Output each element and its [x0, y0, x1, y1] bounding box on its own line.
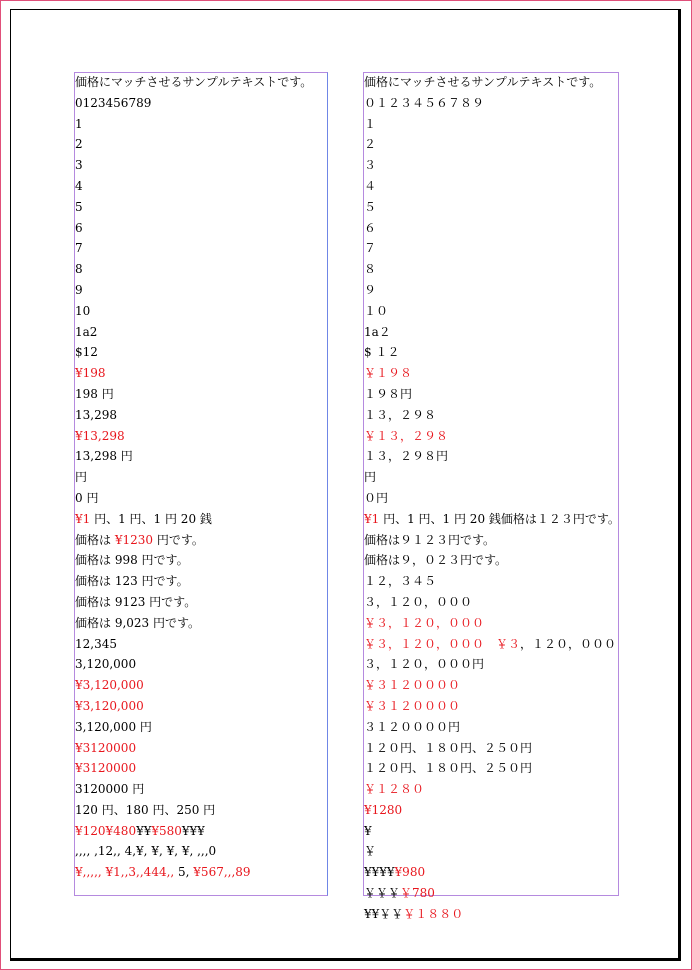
text-run: 価格は９，０２３円です。: [364, 553, 508, 568]
text-line: [364, 675, 620, 696]
text-line: [364, 176, 620, 197]
highlighted-price-text: ¥198: [75, 366, 106, 381]
highlighted-price-text: ￥１２８０: [364, 782, 425, 797]
text-line: [364, 467, 620, 488]
text-run: ￥￥￥: [364, 886, 401, 901]
text-line: [75, 862, 312, 883]
text-run: ６: [364, 220, 377, 235]
text-line: [364, 613, 620, 634]
text-run: ３: [364, 158, 377, 173]
highlighted-price-text: ￥１３，２９８: [364, 428, 449, 443]
text-line: [364, 342, 620, 363]
text-line: [364, 384, 620, 405]
text-line: [364, 571, 620, 592]
text-line: [364, 363, 620, 384]
text-run: 10: [75, 303, 91, 318]
text-run: 12,345: [75, 636, 117, 651]
text-run: １３，２９８: [364, 407, 437, 422]
text-line: [364, 758, 620, 779]
text-line: [364, 426, 620, 447]
text-run: ７: [364, 241, 377, 256]
text-run: ０円: [364, 490, 389, 505]
text-run: 円: [364, 470, 377, 485]
text-line: [364, 322, 620, 343]
text-line: [75, 446, 312, 467]
text-line: [75, 779, 312, 800]
text-line: [75, 384, 312, 405]
text-line: [364, 197, 620, 218]
text-line: [75, 134, 312, 155]
highlighted-price-text: ¥1230: [114, 532, 154, 547]
text-line: [75, 696, 312, 717]
text-line: [364, 800, 620, 821]
text-line: [75, 821, 312, 842]
text-run: ¥¥¥¥: [364, 865, 395, 880]
text-line: [364, 550, 620, 571]
highlighted-price-text: ￥３１２００００: [364, 698, 461, 713]
text-line: [364, 238, 620, 259]
text-line: [75, 342, 312, 363]
text-run: 4: [75, 178, 83, 193]
text-run: ９: [364, 282, 377, 297]
text-line: [75, 176, 312, 197]
text-run: ４: [364, 178, 377, 193]
text-run: １２，３４５: [364, 574, 437, 589]
left-text-column: [75, 72, 312, 883]
text-line: [75, 238, 312, 259]
text-line: [364, 904, 620, 925]
text-run: １: [364, 116, 377, 131]
highlighted-price-text: ¥,,,,, ¥1,,3,,444,,: [75, 865, 175, 880]
text-line: [364, 114, 620, 135]
highlighted-price-text: ￥３，１２０，０００: [364, 615, 485, 630]
text-run: ３１２００００円: [364, 719, 461, 734]
text-run: 13,298: [75, 407, 117, 422]
text-run: 円です。: [153, 532, 204, 547]
text-run: ０１２３４５６７８９: [364, 95, 485, 110]
text-line: [75, 675, 312, 696]
text-line: [364, 717, 620, 738]
text-run: １３，２９８円: [364, 449, 449, 464]
text-line: [75, 800, 312, 821]
text-run: 5,: [174, 865, 194, 880]
text-run: 価格にマッチさせるサンプルテキストです。: [364, 75, 602, 89]
text-line: [364, 301, 620, 322]
highlighted-price-text: ¥3,120,000: [75, 698, 144, 713]
text-run: 5: [75, 199, 83, 214]
text-line: [75, 592, 312, 613]
text-run: 価格は９１２３円です。: [364, 532, 496, 547]
text-line: [364, 134, 620, 155]
text-line: [364, 72, 620, 93]
text-line: [75, 488, 312, 509]
text-run: 3,120,000 円: [75, 719, 152, 734]
highlighted-price-text: ¥1: [364, 511, 380, 526]
text-run: ¥¥: [136, 823, 152, 838]
text-run: 2: [75, 137, 83, 152]
text-run: ¥¥￥￥: [364, 906, 404, 921]
text-run: $ １２: [364, 345, 400, 360]
highlighted-price-text: ￥780: [400, 886, 435, 901]
text-run: 価格は: [75, 532, 115, 547]
text-line: [75, 654, 312, 675]
highlighted-price-text: ¥3,120,000: [75, 678, 144, 693]
text-run: 198 円: [75, 386, 114, 401]
text-line: [75, 405, 312, 426]
text-run: 3,120,000: [75, 657, 137, 672]
text-line: [75, 571, 312, 592]
highlighted-price-text: ¥3120000: [75, 740, 137, 755]
highlighted-price-text: ¥580: [151, 823, 182, 838]
text-run: 価格は 998 円です。: [75, 553, 189, 568]
text-run: ５: [364, 199, 377, 214]
text-line: [364, 738, 620, 759]
text-line: [75, 93, 312, 114]
text-line: [364, 218, 620, 239]
text-line: [75, 550, 312, 571]
text-line: [364, 696, 620, 717]
text-line: [364, 592, 620, 613]
text-line: [75, 509, 312, 530]
text-line: [75, 613, 312, 634]
text-line: [364, 446, 620, 467]
text-line: [364, 779, 620, 800]
text-run: ２: [364, 137, 377, 152]
text-run: 8: [75, 262, 83, 277]
text-line: [75, 322, 312, 343]
text-line: [364, 93, 620, 114]
text-run: ,,,, ,12,, 4,¥, ¥, ¥, ¥, ,,,0: [75, 844, 217, 859]
text-run: ，１２０，０００: [520, 636, 617, 651]
text-line: [75, 114, 312, 135]
highlighted-price-text: ￥１８８０: [403, 906, 464, 921]
text-run: １２０円、１８０円、２５０円: [364, 740, 533, 755]
text-line: [75, 467, 312, 488]
text-run: 価格は 9,023 円です。: [75, 615, 201, 630]
text-run: １２０円、１８０円、２５０円: [364, 761, 533, 776]
highlighted-price-text: ¥980: [394, 865, 426, 880]
text-line: [364, 821, 620, 842]
text-line: [75, 738, 312, 759]
text-run: 3: [75, 158, 83, 173]
text-line: [75, 72, 312, 93]
highlighted-price-text: ¥1280: [364, 802, 403, 817]
text-run: ３，１２０，０００円: [364, 657, 485, 672]
text-run: 価格は 123 円です。: [75, 574, 189, 589]
text-run: １０: [364, 303, 389, 318]
text-run: 1a２: [364, 324, 391, 339]
text-line: [364, 280, 620, 301]
text-line: [364, 841, 620, 862]
text-line: [364, 509, 620, 530]
text-line: [75, 259, 312, 280]
text-line: [75, 218, 312, 239]
text-run: ¥¥¥: [181, 823, 205, 838]
text-run: ￥: [364, 844, 377, 859]
highlighted-price-text: ¥120¥480: [75, 823, 137, 838]
text-line: [364, 654, 620, 675]
text-run: 120 円、180 円、250 円: [75, 802, 216, 817]
highlighted-price-text: ￥１９８: [364, 366, 413, 381]
highlighted-price-text: ¥1: [75, 511, 91, 526]
text-run: ¥: [364, 823, 372, 838]
text-run: 価格にマッチさせるサンプルテキストです。: [75, 75, 313, 89]
text-line: [364, 634, 620, 655]
text-line: [75, 155, 312, 176]
text-run: 7: [75, 241, 83, 256]
text-line: [75, 717, 312, 738]
text-run: 価格は 9123 円です。: [75, 594, 197, 609]
text-run: 円、1 円、1 円 20 銭: [90, 511, 212, 526]
text-line: [75, 530, 312, 551]
text-line: [364, 488, 620, 509]
text-line: [75, 634, 312, 655]
text-line: [75, 426, 312, 447]
text-line: [75, 197, 312, 218]
highlighted-price-text: ¥13,298: [75, 428, 125, 443]
text-line: [75, 758, 312, 779]
text-line: [75, 280, 312, 301]
right-text-column: [364, 72, 620, 925]
text-run: 9: [75, 282, 83, 297]
text-run: １９８円: [364, 386, 413, 401]
text-run: 6: [75, 220, 83, 235]
text-run: 1a2: [75, 324, 98, 339]
text-run: 円、1 円、1 円 20 銭価格は１２３円です。: [379, 511, 620, 526]
text-line: [364, 259, 620, 280]
text-line: [364, 155, 620, 176]
highlighted-price-text: ¥567,,,89: [193, 865, 251, 880]
text-line: [364, 883, 620, 904]
text-run: $12: [75, 345, 98, 360]
highlighted-price-text: ￥３，１２０，０００ ￥３: [364, 636, 521, 651]
text-line: [75, 363, 312, 384]
text-line: [364, 405, 620, 426]
highlighted-price-text: ¥3120000: [75, 761, 137, 776]
text-line: [75, 301, 312, 322]
text-run: 3120000 円: [75, 782, 145, 797]
text-run: 13,298 円: [75, 449, 133, 464]
highlighted-price-text: ￥３１２００００: [364, 678, 461, 693]
text-line: [364, 530, 620, 551]
text-run: 円: [75, 470, 88, 485]
text-run: 0123456789: [75, 95, 152, 110]
text-run: ８: [364, 262, 377, 277]
text-line: [364, 862, 620, 883]
text-run: 1: [75, 116, 83, 131]
text-run: 0 円: [75, 490, 99, 505]
text-run: ３，１２０，０００: [364, 594, 473, 609]
text-line: [75, 841, 312, 862]
